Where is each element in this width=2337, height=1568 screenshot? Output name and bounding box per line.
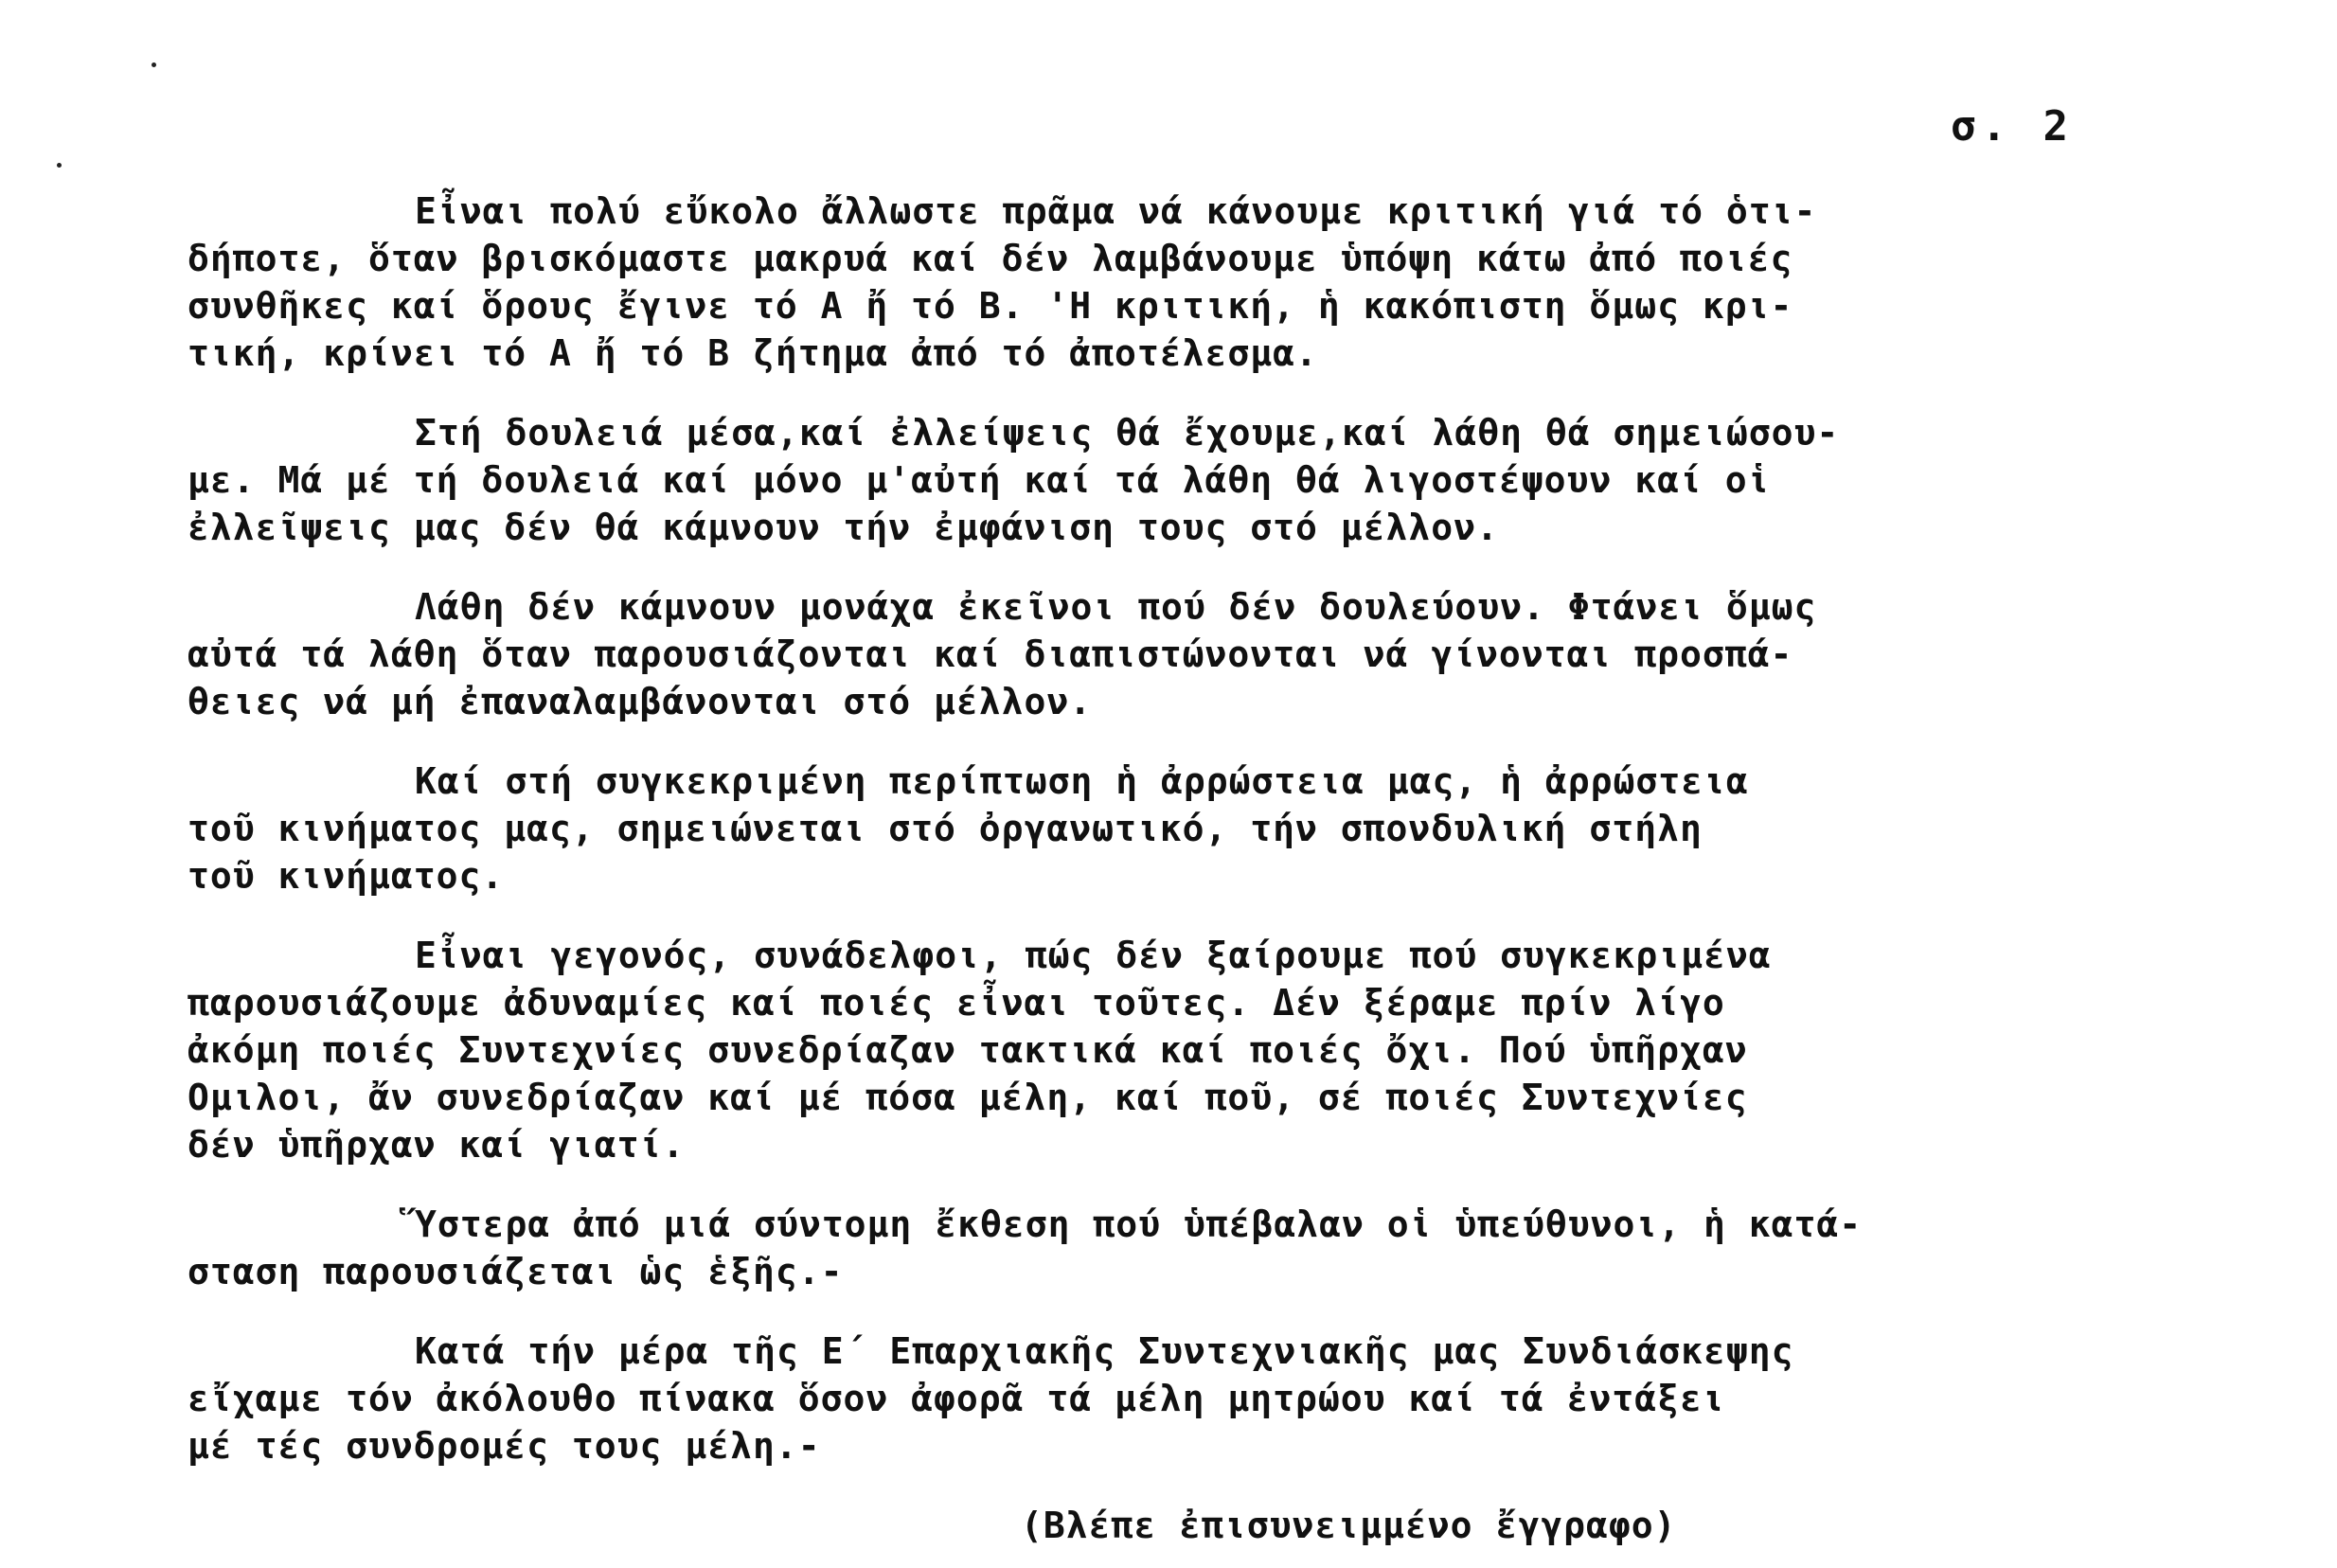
text-line: ἀκόμη ποιές Συντεχνίες συνεδρίαζαν τακτικά καί ποιές ὄχι. Πού ὑπῆρχαν (187, 1029, 1748, 1071)
page-number: σ. 2 (1951, 102, 2074, 151)
text-line: Ὕστερα ἀπό μιά σύντομη ἔκθεση πού ὑπέβαλαν οἱ ὑπεύθυνοι, ἡ κατά- (415, 1203, 1863, 1245)
paragraph-2 (187, 409, 2290, 551)
paragraph-3 (187, 583, 2290, 725)
text-line: Στή δουλειά μέσα,καί ἐλλείψεις θά ἔχουμε,καί λάθη θά σημειώσου- (415, 412, 1840, 454)
document-body (187, 187, 2290, 1568)
text-line: Εἶναι γεγονός, συνάδελφοι, πώς δέν ξαίρουμε πού συγκεκριμένα (415, 935, 1772, 976)
text-line: συνθῆκες καί ὅρους ἔγινε τό Α ἤ τό Β. 'Η κριτική, ἡ κακόπιστη ὅμως κρι- (187, 285, 1793, 327)
text-line: ἐλλεῖψεις μας δέν θά κάμνουν τήν ἐμφάνιση τους στό μέλλον. (187, 507, 1499, 548)
text-line: μέ τές συνδρομές τους μέλη.- (187, 1425, 821, 1467)
text-line: με. Μά μέ τή δουλειά καί μόνο μ'αὐτή καί τά λάθη θά λιγοστέψουν καί οἱ (187, 459, 1771, 501)
scan-speck (57, 163, 62, 168)
paragraph-1 (187, 187, 2290, 377)
text-line: τική, κρίνει τό Α ἤ τό Β ζήτημα ἀπό τό ἀποτέλεσμα. (187, 332, 1318, 374)
text-line: τοῦ κινήματος. (187, 855, 505, 897)
text-line: εἴχαμε τόν ἀκόλουθο πίνακα ὅσον ἀφορᾶ τά μέλη μητρώου καί τά ἐντάξει (187, 1378, 1725, 1419)
text-line: σταση παρουσιάζεται ὡς ἑξῆς.- (187, 1251, 844, 1292)
reference-note-paragraph (187, 1502, 2290, 1549)
text-line: Ομιλοι, ἄν συνεδρίαζαν καί μέ πόσα μέλη, καί ποῦ, σέ ποιές Συντεχνίες (187, 1077, 1748, 1118)
text-line: Καί στή συγκεκριμένη περίπτωση ἡ ἀρρώστεια μας, ἡ ἀρρώστεια (415, 760, 1749, 802)
reference-note: (Βλέπε ἐπισυνειμμένο ἔγγραφο) (1021, 1505, 1677, 1546)
text-line: Λάθη δέν κάμνουν μονάχα ἐκεῖνοι πού δέν δουλεύουν. Φτάνει ὅμως (415, 586, 1817, 628)
paragraph-6 (187, 1201, 2290, 1295)
scan-speck (152, 62, 156, 67)
text-line: παρουσιάζουμε ἀδυναμίες καί ποιές εἶναι τοῦτες. Δέν ξέραμε πρίν λίγο (187, 982, 1725, 1024)
text-line: δέν ὑπῆρχαν καί γιατί. (187, 1124, 686, 1166)
text-line: δήποτε, ὅταν βρισκόμαστε μακρυά καί δέν λαμβάνουμε ὑπόψη κάτω ἀπό ποιές (187, 238, 1793, 279)
paragraph-4 (187, 757, 2290, 900)
paragraph-7 (187, 1327, 2290, 1470)
text-line: τοῦ κινήματος μας, σημειώνεται στό ὀργανωτικό, τήν σπονδυλική στήλη (187, 808, 1703, 849)
text-line: αὐτά τά λάθη ὅταν παρουσιάζονται καί διαπιστώνονται νά γίνονται προσπά- (187, 633, 1793, 675)
text-line: θειες νά μή ἐπαναλαμβάνονται στό μέλλον. (187, 681, 1093, 722)
text-line: Εἶναι πολύ εὔκολο ἄλλωστε πρᾶμα νά κάνουμε κριτική γιά τό ὁτι- (415, 190, 1817, 232)
paragraph-5 (187, 932, 2290, 1168)
text-line: Κατά τήν μέρα τῆς Ε΄ Επαρχιακῆς Συντεχνιακῆς μας Συνδιάσκεψης (415, 1330, 1794, 1372)
